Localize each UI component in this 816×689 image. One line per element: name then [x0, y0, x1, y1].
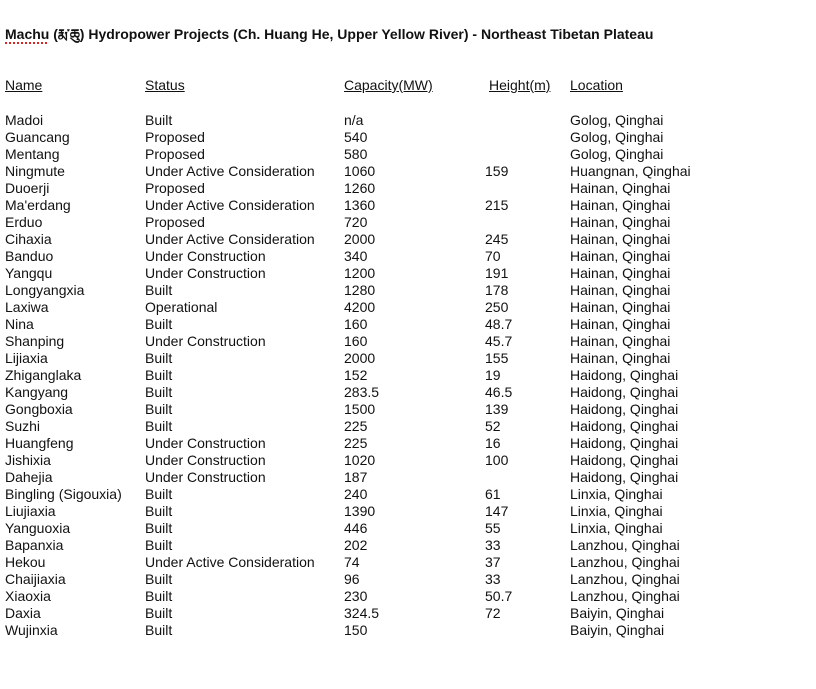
column-header-capacity: Capacity(MW) [344, 77, 433, 93]
height-cell: 48.7 [485, 316, 513, 332]
location-cell: Hainan, Qinghai [570, 231, 671, 247]
table-row [0, 197, 816, 214]
height-cell: 139 [485, 401, 509, 417]
status-cell: Built [145, 112, 173, 128]
height-cell: 16 [485, 435, 501, 451]
capacity-cell: 152 [344, 367, 368, 383]
capacity-cell: 225 [344, 418, 368, 434]
table-row [0, 248, 816, 265]
status-cell: Under Construction [145, 452, 266, 468]
column-header-height: Height(m) [489, 77, 551, 93]
capacity-cell: 187 [344, 469, 368, 485]
height-cell: 159 [485, 163, 509, 179]
name-cell: Dahejia [5, 469, 53, 485]
name-cell: Zhiganglaka [5, 367, 82, 383]
location-cell: Haidong, Qinghai [570, 384, 679, 400]
height-cell: 70 [485, 248, 501, 264]
name-cell: Cihaxia [5, 231, 52, 247]
table-row [0, 129, 816, 146]
height-cell: 37 [485, 554, 501, 570]
capacity-cell: 160 [344, 316, 368, 332]
location-cell: Hainan, Qinghai [570, 265, 671, 281]
location-cell: Golog, Qinghai [570, 146, 664, 162]
name-cell: Longyangxia [5, 282, 85, 298]
name-cell: Gongboxia [5, 401, 73, 417]
status-cell: Built [145, 622, 173, 638]
title-tibetan: (རྨ་ཆུ) [53, 26, 85, 42]
location-cell: Hainan, Qinghai [570, 197, 671, 213]
height-cell: 191 [485, 265, 509, 281]
height-cell: 215 [485, 197, 509, 213]
location-cell: Lanzhou, Qinghai [570, 537, 680, 553]
name-cell: Mentang [5, 146, 60, 162]
capacity-cell: 1260 [344, 180, 376, 196]
table-row [0, 588, 816, 605]
capacity-cell: 202 [344, 537, 368, 553]
table-row [0, 367, 816, 384]
status-cell: Built [145, 520, 173, 536]
height-cell: 147 [485, 503, 509, 519]
table-row [0, 146, 816, 163]
status-cell: Built [145, 588, 173, 604]
location-cell: Baiyin, Qinghai [570, 605, 665, 621]
status-cell: Built [145, 384, 173, 400]
capacity-cell: n/a [344, 112, 364, 128]
status-cell: Proposed [145, 214, 205, 230]
height-cell: 33 [485, 537, 501, 553]
height-cell: 245 [485, 231, 509, 247]
table-row [0, 571, 816, 588]
status-cell: Built [145, 282, 173, 298]
table-row [0, 401, 816, 418]
location-cell: Hainan, Qinghai [570, 282, 671, 298]
capacity-cell: 150 [344, 622, 368, 638]
status-cell: Built [145, 316, 173, 332]
status-cell: Built [145, 503, 173, 519]
status-cell: Under Active Consideration [145, 231, 315, 247]
table-row [0, 418, 816, 435]
status-cell: Under Active Consideration [145, 197, 315, 213]
table-row [0, 384, 816, 401]
name-cell: Nina [5, 316, 34, 332]
status-cell: Under Construction [145, 333, 266, 349]
name-cell: Duoerji [5, 180, 50, 196]
table-row [0, 554, 816, 571]
status-cell: Built [145, 367, 173, 383]
height-cell: 52 [485, 418, 501, 434]
table-row [0, 231, 816, 248]
name-cell: Yanguoxia [5, 520, 71, 536]
name-cell: Ma'erdang [5, 197, 71, 213]
table-row [0, 435, 816, 452]
location-cell: Hainan, Qinghai [570, 248, 671, 264]
capacity-cell: 1500 [344, 401, 376, 417]
name-cell: Huangfeng [5, 435, 74, 451]
status-cell: Under Construction [145, 435, 266, 451]
status-cell: Built [145, 350, 173, 366]
table-row [0, 265, 816, 282]
capacity-cell: 2000 [344, 350, 376, 366]
status-cell: Under Construction [145, 469, 266, 485]
name-cell: Guancang [5, 129, 70, 145]
height-cell: 33 [485, 571, 501, 587]
table-row [0, 520, 816, 537]
table-row [0, 350, 816, 367]
table-row [0, 282, 816, 299]
table-row [0, 333, 816, 350]
capacity-cell: 96 [344, 571, 360, 587]
height-cell: 100 [485, 452, 509, 468]
name-cell: Laxiwa [5, 299, 49, 315]
status-cell: Built [145, 401, 173, 417]
capacity-cell: 2000 [344, 231, 376, 247]
name-cell: Kangyang [5, 384, 69, 400]
status-cell: Built [145, 418, 173, 434]
height-cell: 55 [485, 520, 501, 536]
capacity-cell: 1020 [344, 452, 376, 468]
location-cell: Haidong, Qinghai [570, 367, 679, 383]
table-row [0, 452, 816, 469]
height-cell: 61 [485, 486, 501, 502]
location-cell: Linxia, Qinghai [570, 520, 663, 536]
location-cell: Haidong, Qinghai [570, 435, 679, 451]
status-cell: Under Active Consideration [145, 554, 315, 570]
height-cell: 178 [485, 282, 509, 298]
column-header-location: Location [570, 77, 623, 93]
table-row [0, 537, 816, 554]
table-row [0, 163, 816, 180]
name-cell: Bapanxia [5, 537, 64, 553]
table-row [0, 112, 816, 129]
table-row [0, 622, 816, 639]
height-cell: 72 [485, 605, 501, 621]
table-row [0, 316, 816, 333]
status-cell: Under Construction [145, 265, 266, 281]
height-cell: 46.5 [485, 384, 513, 400]
name-cell: Madoi [5, 112, 44, 128]
name-cell: Banduo [5, 248, 54, 264]
table-row [0, 503, 816, 520]
table-row [0, 605, 816, 622]
table-row [0, 469, 816, 486]
location-cell: Hainan, Qinghai [570, 214, 671, 230]
location-cell: Hainan, Qinghai [570, 299, 671, 315]
location-cell: Golog, Qinghai [570, 112, 664, 128]
table-row [0, 486, 816, 503]
location-cell: Haidong, Qinghai [570, 401, 679, 417]
name-cell: Chaijiaxia [5, 571, 66, 587]
location-cell: Huangnan, Qinghai [570, 163, 691, 179]
capacity-cell: 1280 [344, 282, 376, 298]
height-cell: 19 [485, 367, 501, 383]
capacity-cell: 1390 [344, 503, 376, 519]
name-cell: Wujinxia [5, 622, 58, 638]
status-cell: Proposed [145, 146, 205, 162]
capacity-cell: 446 [344, 520, 368, 536]
location-cell: Haidong, Qinghai [570, 469, 679, 485]
name-cell: Erduo [5, 214, 43, 230]
page-title [5, 18, 653, 58]
status-cell: Proposed [145, 180, 205, 196]
location-cell: Hainan, Qinghai [570, 180, 671, 196]
status-cell: Built [145, 537, 173, 553]
status-cell: Under Active Consideration [145, 163, 315, 179]
capacity-cell: 340 [344, 248, 368, 264]
location-cell: Lanzhou, Qinghai [570, 571, 680, 587]
name-cell: Liujiaxia [5, 503, 56, 519]
capacity-cell: 74 [344, 554, 360, 570]
height-cell: 45.7 [485, 333, 513, 349]
table-row [0, 299, 816, 316]
location-cell: Baiyin, Qinghai [570, 622, 665, 638]
location-cell: Lanzhou, Qinghai [570, 554, 680, 570]
location-cell: Hainan, Qinghai [570, 333, 671, 349]
status-cell: Under Construction [145, 248, 266, 264]
status-cell: Built [145, 605, 173, 621]
location-cell: Lanzhou, Qinghai [570, 588, 680, 604]
height-cell: 155 [485, 350, 509, 366]
capacity-cell: 4200 [344, 299, 376, 315]
capacity-cell: 160 [344, 333, 368, 349]
name-cell: Jishixia [5, 452, 51, 468]
title-rest: Hydropower Projects (Ch. Huang He, Upper Yellow River) - Northeast Tibetan Plateau [88, 26, 654, 42]
table-row [0, 214, 816, 231]
column-header-status: Status [145, 77, 185, 93]
capacity-cell: 1060 [344, 163, 376, 179]
name-cell: Ningmute [5, 163, 65, 179]
location-cell: Golog, Qinghai [570, 129, 664, 145]
column-header-name: Name [5, 77, 43, 93]
capacity-cell: 225 [344, 435, 368, 451]
location-cell: Hainan, Qinghai [570, 350, 671, 366]
name-cell: Shanping [5, 333, 65, 349]
capacity-cell: 324.5 [344, 605, 380, 621]
name-cell: Suzhi [5, 418, 41, 434]
name-cell: Bingling (Sigouxia) [5, 486, 122, 502]
status-cell: Built [145, 486, 173, 502]
location-cell: Haidong, Qinghai [570, 418, 679, 434]
height-cell: 50.7 [485, 588, 513, 604]
height-cell: 250 [485, 299, 509, 315]
capacity-cell: 240 [344, 486, 368, 502]
capacity-cell: 540 [344, 129, 368, 145]
location-cell: Hainan, Qinghai [570, 316, 671, 332]
name-cell: Hekou [5, 554, 46, 570]
name-cell: Yangqu [5, 265, 53, 281]
capacity-cell: 1360 [344, 197, 376, 213]
capacity-cell: 580 [344, 146, 368, 162]
name-cell: Daxia [5, 605, 41, 621]
location-cell: Linxia, Qinghai [570, 503, 663, 519]
name-cell: Xiaoxia [5, 588, 51, 604]
location-cell: Haidong, Qinghai [570, 452, 679, 468]
status-cell: Built [145, 571, 173, 587]
status-cell: Proposed [145, 129, 205, 145]
capacity-cell: 230 [344, 588, 368, 604]
table-row [0, 180, 816, 197]
capacity-cell: 283.5 [344, 384, 380, 400]
capacity-cell: 720 [344, 214, 368, 230]
name-cell: Lijiaxia [5, 350, 48, 366]
location-cell: Linxia, Qinghai [570, 486, 663, 502]
capacity-cell: 1200 [344, 265, 376, 281]
status-cell: Operational [145, 299, 218, 315]
title-machu: Machu [5, 26, 50, 42]
